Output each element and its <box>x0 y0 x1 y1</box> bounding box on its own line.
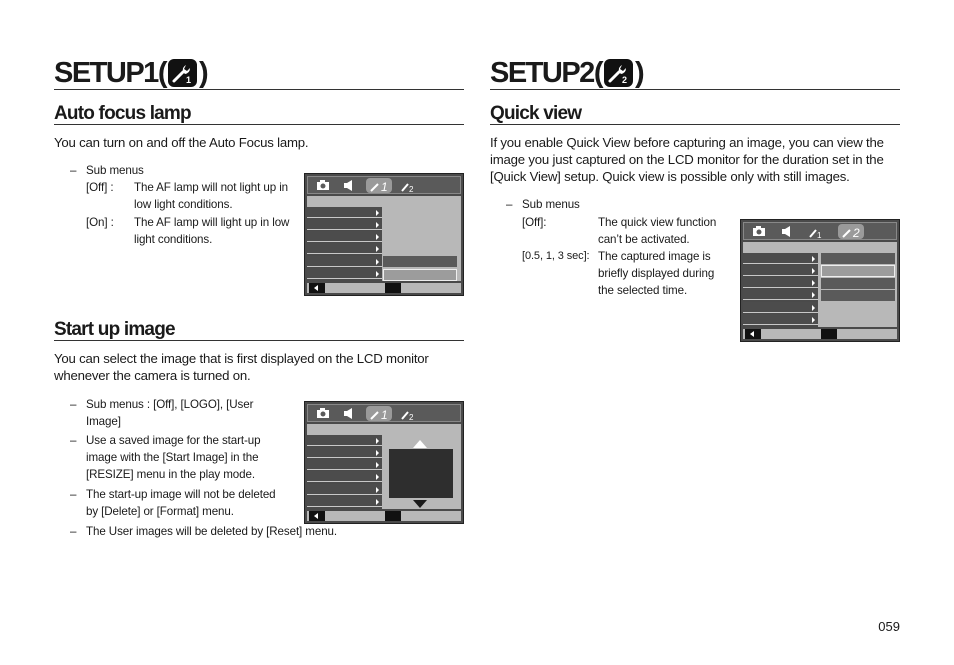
startup-bullet-dash: – <box>70 398 77 411</box>
quick-view-intro-1: If you enable Quick View before capturing an image, you can view the <box>490 135 884 150</box>
page-number: 059 <box>878 619 900 634</box>
menu-option[interactable] <box>821 290 895 301</box>
qv-off-key: [Off]: <box>522 216 547 229</box>
back-arrow-icon[interactable] <box>745 329 761 339</box>
tab-number-1: 1 <box>381 180 388 193</box>
startup-bullet-3-line-1: The start-up image will not be deleted <box>86 488 276 501</box>
setup1-title-suffix: ) <box>198 57 208 89</box>
scroll-up-icon[interactable] <box>413 440 427 448</box>
startup-bullet-2-line-2: image with the [Start Image] in the <box>86 451 259 464</box>
chevron-right-icon <box>812 256 815 262</box>
back-arrow-icon[interactable] <box>309 511 325 521</box>
chevron-right-icon <box>376 450 379 456</box>
chevron-right-icon <box>376 499 379 505</box>
menu-tab-bar <box>307 176 461 194</box>
quick-view-rule <box>490 124 900 125</box>
setup2-tab-icon <box>840 224 864 239</box>
setup2-tab-icon <box>400 178 416 193</box>
sound-icon <box>780 224 794 239</box>
menu-row[interactable] <box>307 243 382 254</box>
af-lamp-title: Auto focus lamp <box>54 103 191 124</box>
menu-row[interactable] <box>307 447 382 458</box>
menu-row[interactable] <box>307 484 382 495</box>
af-off-key: [Off] : <box>86 181 114 194</box>
tab-number-2: 2 <box>409 413 414 421</box>
chevron-right-icon <box>376 438 379 444</box>
setup1-tab-icon <box>808 224 824 239</box>
chevron-right-icon <box>376 462 379 468</box>
qv-off-desc-1: The quick view function <box>598 216 717 229</box>
chevron-right-icon <box>376 474 379 480</box>
qv-sec-key: [0.5, 1, 3 sec]: <box>522 250 590 262</box>
af-off-desc-2: low light conditions. <box>134 198 233 211</box>
camera-icon <box>752 224 766 239</box>
menu-row[interactable] <box>743 265 818 276</box>
camera-icon <box>316 406 330 421</box>
chevron-right-icon <box>812 292 815 298</box>
chevron-right-icon <box>812 280 815 286</box>
qv-submenus-label: Sub menus <box>522 198 580 211</box>
menu-row[interactable] <box>743 314 818 325</box>
startup-bullet-2-line-1: Use a saved image for the start-up <box>86 434 261 447</box>
wrench-1-icon <box>168 59 197 87</box>
startup-intro-2: whenever the camera is turned on. <box>54 368 251 383</box>
setup2-title-prefix: SETUP2( <box>490 57 602 89</box>
menu-row-selected[interactable] <box>307 268 382 279</box>
af-lamp-menu-screen <box>304 173 464 296</box>
chevron-right-icon <box>812 317 815 323</box>
af-on-desc-2: light conditions. <box>134 233 213 246</box>
qv-submenus-dash: – <box>506 198 513 211</box>
menu-bottom-bar <box>743 329 897 339</box>
startup-bullet-2-line-3: [RESIZE] menu in the play mode. <box>86 468 255 481</box>
af-submenus-label: Sub menus <box>86 164 144 177</box>
chevron-right-icon <box>376 246 379 252</box>
qv-sec-desc-3: the selected time. <box>598 284 688 297</box>
camera-icon <box>316 178 330 193</box>
ok-button-icon[interactable] <box>385 511 401 521</box>
quick-view-menu-screen <box>740 219 900 342</box>
tab-number-1: 1 <box>381 408 388 421</box>
menu-row[interactable] <box>307 207 382 218</box>
scroll-down-icon[interactable] <box>413 500 427 508</box>
af-off-desc-1: The AF lamp will not light up in <box>134 181 289 194</box>
setup2-tab-icon <box>400 406 416 421</box>
startup-intro-1: You can select the image that is first displayed on the LCD monitor <box>54 351 429 366</box>
startup-bullet-dash: – <box>70 434 77 447</box>
setup2-title-suffix: ) <box>634 57 644 89</box>
tab-number-2: 2 <box>853 226 860 239</box>
qv-sec-desc-2: briefly displayed during <box>598 267 715 280</box>
startup-bullet-dash: – <box>70 488 77 501</box>
af-lamp-rule <box>54 124 464 125</box>
menu-row-selected[interactable] <box>743 253 818 264</box>
setup1-title-prefix: SETUP1( <box>54 57 166 89</box>
startup-image-menu-screen <box>304 401 464 524</box>
qv-sec-desc-1: The captured image is <box>598 250 711 263</box>
wrench-1-number: 1 <box>185 75 190 84</box>
menu-tab-bar <box>743 222 897 240</box>
quick-view-intro-3: [Quick View] setup. Quick view is possible only with still images. <box>490 169 850 184</box>
startup-bullet-3-line-2: by [Delete] or [Format] menu. <box>86 505 234 518</box>
chevron-right-icon <box>376 222 379 228</box>
setup1-tab-icon <box>368 178 392 193</box>
startup-bullet-1-line-1: Sub menus : [Off], [LOGO], [User <box>86 398 254 411</box>
sound-icon <box>342 178 356 193</box>
setup1-rule <box>54 89 464 90</box>
menu-row-selected[interactable] <box>307 496 382 507</box>
menu-option-selected[interactable] <box>383 269 457 281</box>
setup2-title <box>490 56 643 90</box>
menu-bottom-bar <box>307 283 461 293</box>
menu-option[interactable] <box>821 253 895 264</box>
chevron-right-icon <box>376 210 379 216</box>
qv-off-desc-2: can’t be activated. <box>598 233 690 246</box>
menu-tab-bar <box>307 404 461 422</box>
back-arrow-icon[interactable] <box>309 283 325 293</box>
ok-button-icon[interactable] <box>385 283 401 293</box>
startup-bullet-dash: – <box>70 525 77 538</box>
menu-row[interactable] <box>743 289 818 300</box>
quick-view-title: Quick view <box>490 103 582 124</box>
menu-row[interactable] <box>743 277 818 288</box>
menu-option-selected[interactable] <box>821 265 895 277</box>
af-on-desc-1: The AF lamp will light up in low <box>134 216 290 229</box>
startup-bullet-1-line-2: Image] <box>86 415 121 428</box>
menu-option[interactable] <box>821 278 895 289</box>
tab-number-2: 2 <box>409 185 414 193</box>
wrench-2-icon <box>604 59 633 87</box>
sound-icon <box>342 406 356 421</box>
wrench-2-number: 2 <box>621 75 626 84</box>
menu-row[interactable] <box>307 459 382 470</box>
chevron-right-icon <box>812 268 815 274</box>
chevron-right-icon <box>376 259 379 265</box>
menu-row[interactable] <box>307 231 382 242</box>
af-submenus-dash: – <box>70 164 77 177</box>
quick-view-intro-2: image you just captured on the LCD monitor for the duration set in the <box>490 152 884 167</box>
startup-bullet-4-line-1: The User images will be deleted by [Reset] menu. <box>86 525 338 538</box>
menu-row[interactable] <box>307 435 382 446</box>
chevron-right-icon <box>812 305 815 311</box>
menu-row[interactable] <box>307 256 382 267</box>
ok-button-icon[interactable] <box>821 329 837 339</box>
startup-image-rule <box>54 340 464 341</box>
menu-row[interactable] <box>743 302 818 313</box>
chevron-right-icon <box>376 487 379 493</box>
menu-option[interactable] <box>383 256 457 267</box>
setup1-tab-icon <box>368 406 392 421</box>
af-lamp-intro: You can turn on and off the Auto Focus lamp. <box>54 135 309 150</box>
af-on-key: [On] : <box>86 216 114 229</box>
tab-number-1: 1 <box>817 231 822 239</box>
startup-image-preview <box>389 449 453 498</box>
menu-bottom-bar <box>307 511 461 521</box>
chevron-right-icon <box>376 271 379 277</box>
setup2-rule <box>490 89 900 90</box>
startup-image-title: Start up image <box>54 319 175 340</box>
menu-row[interactable] <box>307 471 382 482</box>
chevron-right-icon <box>376 234 379 240</box>
menu-row[interactable] <box>307 219 382 230</box>
setup1-title <box>54 56 207 90</box>
